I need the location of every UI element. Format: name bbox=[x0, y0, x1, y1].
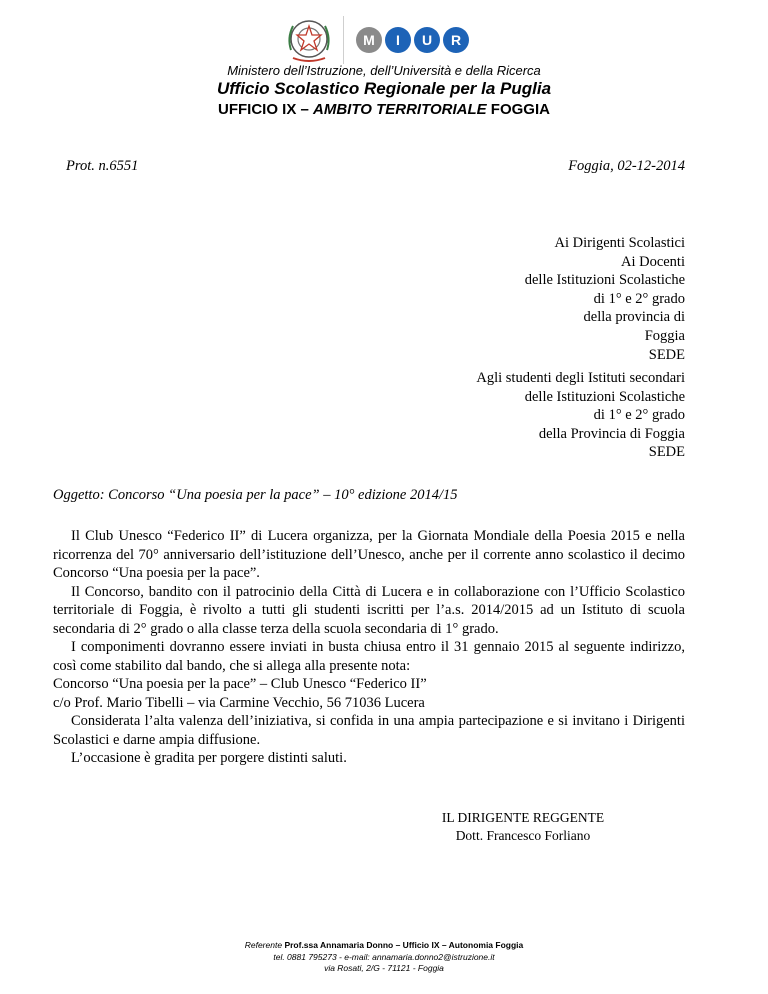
subject-line: Oggetto: Concorso “Una poesia per la pace” – 10° edizione 2014/15 bbox=[53, 487, 458, 503]
miur-letter-m: M bbox=[363, 32, 375, 48]
footer-label: Referente bbox=[244, 940, 283, 950]
body-paragraph-4: Considerata l’alta valenza dell’iniziativa, si confida in una ampia partecipazione e si invitano i Dirigenti Scolastici e darne ampia diffusione. bbox=[53, 713, 685, 748]
division-name bbox=[0, 101, 768, 118]
footer-referent: Prof.ssa Annamaria Donno – Ufficio IX – Autonomia Foggia bbox=[284, 940, 524, 950]
recipient-line: delle Istituzioni Scolastiche bbox=[524, 272, 685, 289]
italian-republic-emblem-icon bbox=[283, 14, 335, 66]
miur-logo bbox=[351, 20, 481, 60]
recipient-line: delle Istituzioni Scolastiche bbox=[524, 388, 685, 405]
footer-referent-line bbox=[0, 940, 768, 952]
recipient-line: SEDE bbox=[648, 444, 685, 461]
signature-title: IL DIRIGENTE REGGENTE bbox=[441, 810, 605, 825]
recipient-line: Agli studenti degli Istituti secondari bbox=[476, 370, 685, 386]
body-paragraph-5: L’occasione è gradita per porgere distinti saluti. bbox=[71, 750, 347, 766]
miur-letter-i: I bbox=[396, 32, 400, 48]
logo-divider bbox=[343, 16, 344, 64]
ministry-name: Ministero dell’Istruzione, dell’Università e della Ricerca bbox=[227, 63, 541, 78]
recipient-line: della provincia di bbox=[583, 309, 685, 326]
recipients-block-2 bbox=[476, 369, 685, 462]
protocol-number: Prot. n.6551 bbox=[66, 158, 139, 174]
recipient-line: della Provincia di Foggia bbox=[538, 425, 685, 442]
miur-letter-r: R bbox=[450, 32, 462, 48]
body-paragraph-2: Il Concorso, bandito con il patrocinio della Città di Lucera e in collaborazione con l’Ufficio Scolastico territoriale di Foggia, è rivolto a tutti gli studenti iscritti per l’a.s. 2014/2015 ad un Istituto di scuola secondaria di 2° grado o alla classe terza della scuola secondaria di 1° grado. bbox=[53, 583, 685, 637]
footer bbox=[0, 940, 768, 975]
recipient-line: Ai Docenti bbox=[620, 253, 685, 270]
body-paragraph-3: I componimenti dovranno essere inviati in busta chiusa entro il 31 gennaio 2015 al seguente indirizzo, così come stabilito dal bando, che si allega alla presente nota: bbox=[53, 639, 685, 674]
recipients-block-1 bbox=[525, 234, 685, 364]
signature-block bbox=[418, 809, 628, 845]
address-line-2: c/o Prof. Mario Tibelli – via Carmine Vecchio, 56 71036 Lucera bbox=[53, 694, 425, 711]
recipient-line: di 1° e 2° grado bbox=[593, 290, 685, 307]
division-italic: AMBITO TERRITORIALE bbox=[313, 101, 487, 118]
footer-contacts: tel. 0881 795273 - e-mail: annamaria.donno2@istruzione.it bbox=[273, 951, 495, 962]
body-paragraph-1: Il Club Unesco “Federico II” di Lucera organizza, per la Giornata Mondiale della Poesia 2015 e nella ricorrenza del 70° anniversario dell’istituzione dell’Unesco, anche per il corrente anno scolastico il decimo Concorso “Una poesia per la pace”. bbox=[53, 528, 685, 581]
division-prefix: UFFICIO IX – bbox=[218, 101, 314, 118]
regional-office-name: Ufficio Scolastico Regionale per la Puglia bbox=[216, 79, 552, 98]
recipient-line: di 1° e 2° grado bbox=[593, 407, 685, 424]
recipient-line: Foggia bbox=[644, 327, 685, 344]
division-suffix: FOGGIA bbox=[486, 101, 550, 118]
recipient-line: SEDE bbox=[648, 346, 685, 363]
letter-body bbox=[53, 527, 685, 768]
address-line-1: Concorso “Una poesia per la pace” – Club Unesco “Federico II” bbox=[53, 676, 427, 692]
signature-name: Dott. Francesco Forliano bbox=[455, 828, 591, 843]
footer-address: via Rosati, 2/G - 71121 - Foggia bbox=[324, 963, 444, 973]
recipient-line: Ai Dirigenti Scolastici bbox=[554, 235, 685, 251]
miur-letter-u: U bbox=[421, 32, 433, 48]
document-date: Foggia, 02-12-2014 bbox=[568, 158, 685, 174]
